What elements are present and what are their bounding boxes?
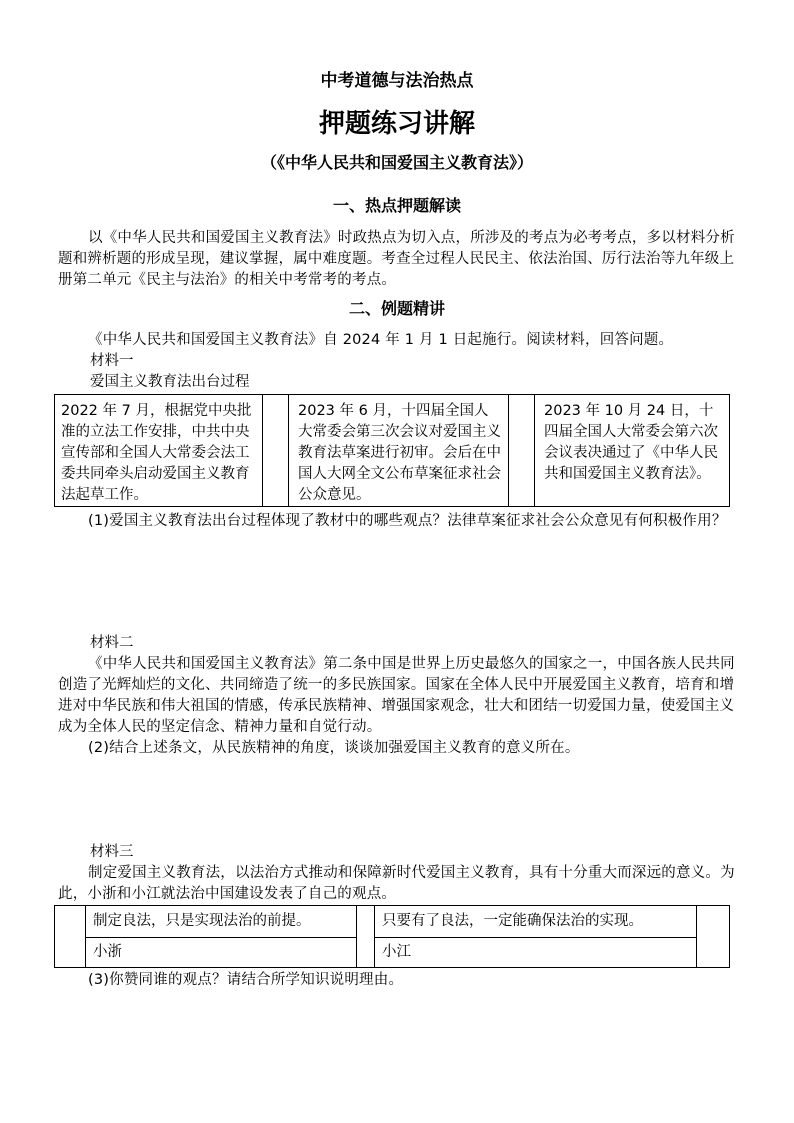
view-statement-xiaojiang: 只要有了良法，一定能确保法治的实现。 [382,913,643,929]
material2-text: 《中华人民共和国爱国主义教育法》第二条中国是世界上历史最悠久的国家之一，中国各族人民共同创造了光辉灿烂的文化、共同缔造了统一的多民族国家。国家在全体人民中开展爱国主义教育，培育和增进对中华民族和伟大祖国的情感，传承民族精神、增强国家观念，壮大和团结一切爱国力量，使爱国主义成为全体人民的坚定信念、精神力量和自觉行动。 [58,656,735,735]
material1-flow-table [54,394,730,507]
material3-text: 制定爱国主义教育法，以法治方式推动和保障新时代爱国主义教育，具有十分重大而深远的意义。为此，小浙和小江就法治中国建设发表了自己的观点。 [58,865,735,902]
question-2: (2)结合上述条文，从民族精神的角度，谈谈加强爱国主义教育的意义所在。 [88,740,580,756]
view-statement-xiaozhe: 制定良法，只是实现法治的前提。 [93,913,311,929]
section2-intro: 《中华人民共和国爱国主义教育法》自 2024 年 1 月 1 日起施行。阅读材料，回答问题。 [88,332,674,348]
material3-views-table [54,905,730,968]
material1-title: 爱国主义教育法出台过程 [90,374,250,390]
section1-heading: 一、热点押题解读 [332,196,461,215]
page-subtitle: （《中华人民共和国爱国主义教育法》） [260,153,533,172]
speaker-name-xiaozhe: 小浙 [93,944,122,960]
flow-step-2: 2023 年 6 月，十四届全国人大常委会第三次会议对爱国主义教育法草案进行初审。会后在中国人大网全文公布草案征求社会公众意见。 [298,403,501,503]
section1-text: 以《中华人民共和国爱国主义教育法》时政热点为切入点，所涉及的考点为必考考点，多以材料分析题和辨析题的形成呈现，建议掌握，属中难度题。考查全过程人民民主、依法治国、厉行法治等九年级上册第二单元《民主与法治》的相关中考常考的考点。 [58,230,735,288]
material1-label: 材料一 [90,353,134,369]
material3-label: 材料三 [90,844,134,860]
question-1: (1)爱国主义教育法出台过程体现了教材中的哪些观点？法律草案征求社会公众意见有何积极作用？ [88,513,727,529]
section2-heading: 二、例题精讲 [348,299,445,318]
flow-step-1: 2022 年 7 月，根据党中央批准的立法工作安排，中共中央宣传部和全国人大常委会法工委共同牵头启动爱国主义教育法起草工作。 [61,403,252,503]
page-title: 押题练习讲解 [318,109,475,139]
speaker-name-xiaojiang: 小江 [382,944,411,960]
question-3: (3)你赞同谁的观点？请结合所学知识说明理由。 [88,972,404,988]
material2-label: 材料二 [90,635,134,651]
title-top: 中考道德与法治热点 [320,71,474,91]
flow-step-3: 2023 年 10 月 24 日，十四届全国人大常委会第六次会议表决通过了《中华人民共和国爱国主义教育法》。 [544,403,718,482]
